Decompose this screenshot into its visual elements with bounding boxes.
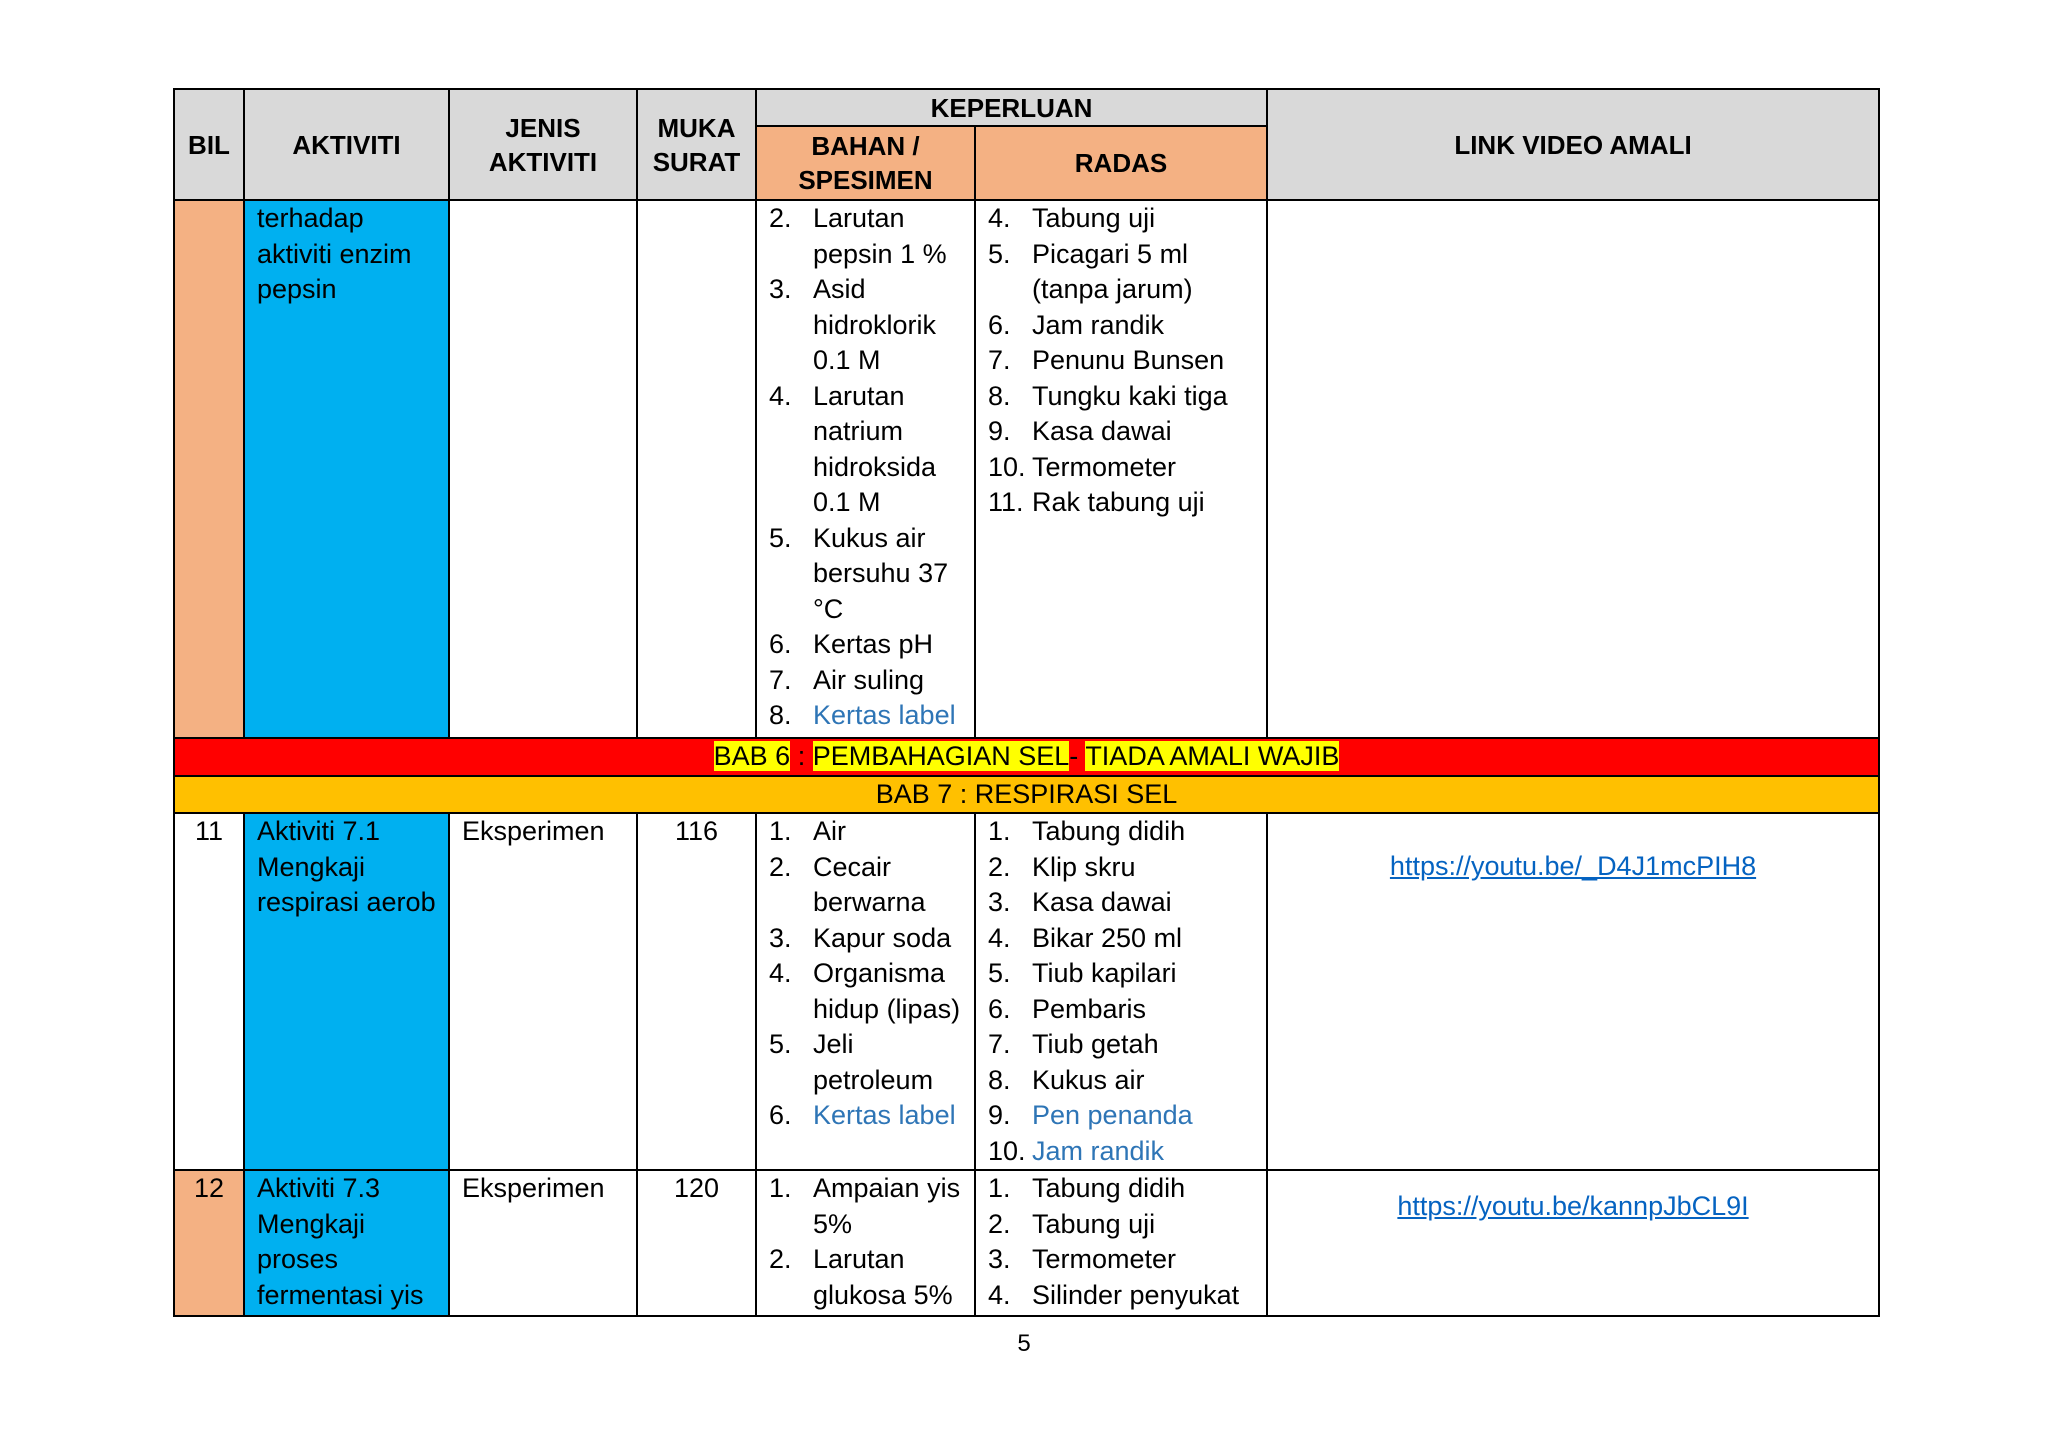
list-item: 10. Jam randik — [988, 1135, 1165, 1166]
link-cell — [1267, 1170, 1879, 1316]
header-muka-surat: MUKA SURAT — [637, 89, 756, 200]
list-item: 5. Kukus air bersuhu 37 °C — [769, 522, 949, 624]
list-item: 1. Ampaian yis 5% — [769, 1173, 961, 1239]
muka-cell: 116 — [637, 813, 756, 1170]
video-link[interactable]: https://youtu.be/kannpJbCL9I — [1397, 1191, 1749, 1221]
aktiviti-cell: Aktiviti 7.1 Mengkaji respirasi aerob — [244, 813, 449, 1170]
list-item: 2. Larutan glukosa 5% — [769, 1244, 953, 1310]
list-item: 5. Tiub kapilari — [988, 958, 1177, 988]
muka-cell: 120 — [637, 1170, 756, 1316]
list-item: 1. Tabung didih — [988, 816, 1186, 846]
list-item: 4. Bikar 250 ml — [988, 922, 1183, 953]
video-link[interactable]: https://youtu.be/_D4J1mcPIH8 — [1389, 851, 1757, 881]
bahan-cell — [756, 1170, 975, 1316]
bab6-title: PEMBAHAGIAN SEL — [812, 741, 1070, 771]
list-item: 1. Tabung didih — [988, 1173, 1186, 1203]
list-item: 6. Pembaris — [988, 993, 1147, 1024]
link-cell — [1267, 200, 1879, 738]
list-item: 8. Tungku kaki tiga — [988, 380, 1228, 411]
bil-cell: 11 — [174, 813, 244, 1170]
radas-cell — [975, 813, 1267, 1170]
aktiviti-cell: Aktiviti 7.3 Mengkaji proses fermentasi yis — [244, 1170, 449, 1316]
list-item: 4. Silinder penyukat — [988, 1279, 1240, 1310]
list-item: 4. Tabung uji — [988, 203, 1156, 233]
header-jenis-aktiviti: JENIS AKTIVITI — [449, 89, 637, 200]
list-item: 2. Cecair berwarna — [769, 851, 926, 917]
bil-cell — [174, 200, 244, 738]
bab7-banner-row — [174, 776, 1879, 814]
bahan-cell — [756, 813, 975, 1170]
header-aktiviti: AKTIVITI — [244, 89, 449, 200]
bab6-label: BAB 6 — [713, 741, 791, 771]
header-keperluan: KEPERLUAN — [756, 89, 1267, 126]
list-item: 6. Kertas label — [769, 1100, 956, 1130]
list-item: 2. Larutan pepsin 1 % — [769, 203, 947, 269]
list-item: 8. Kertas label — [769, 700, 956, 730]
list-item: 11. Rak tabung uji — [988, 487, 1205, 517]
header-bil: BIL — [174, 89, 244, 200]
aktiviti-cell: terhadap aktiviti enzim pepsin — [244, 200, 449, 738]
bab6-banner-row — [174, 738, 1879, 776]
header-row-1 — [174, 89, 1879, 126]
list-item: 3. Kapur soda — [769, 922, 952, 953]
bab7-banner: BAB 7 : RESPIRASI SEL — [174, 776, 1879, 814]
list-item: 2. Tabung uji — [988, 1208, 1156, 1239]
list-item: 9. Pen penanda — [988, 1100, 1193, 1130]
list-item: 3. Termometer — [988, 1244, 1177, 1274]
list-item: 10. Termometer — [988, 451, 1177, 482]
table-row-11 — [174, 813, 1879, 1170]
bahan-cell — [756, 200, 975, 738]
list-item: 2. Klip skru — [988, 851, 1136, 882]
list-item: 7. Air suling — [769, 664, 925, 695]
list-item: 4. Larutan natrium hidroksida 0.1 M — [769, 380, 937, 517]
muka-cell — [637, 200, 756, 738]
list-item: 9. Kasa dawai — [988, 416, 1172, 446]
list-item: 6. Kertas pH — [769, 629, 934, 659]
bab6-separator: : — [790, 741, 813, 771]
jenis-cell — [449, 200, 637, 738]
bab6-dash: - — [1069, 741, 1086, 771]
list-item: 3. Asid hidroklorik 0.1 M — [769, 274, 937, 375]
list-item: 3. Kasa dawai — [988, 887, 1172, 917]
list-item: 4. Organisma hidup (lipas) — [769, 958, 961, 1024]
header-bahan-spesimen: BAHAN / SPESIMEN — [756, 126, 975, 200]
jenis-cell: Eksperimen — [449, 813, 637, 1170]
page-number: 5 — [1017, 1330, 1031, 1357]
table-row-12 — [174, 1170, 1879, 1316]
bab6-note: TIADA AMALI WAJIB — [1085, 741, 1340, 771]
header-link-video: LINK VIDEO AMALI — [1267, 89, 1879, 200]
list-item: 7. Tiub getah — [988, 1029, 1159, 1059]
list-item: 1. Air — [769, 816, 846, 846]
list-item: 5. Jeli petroleum — [769, 1029, 934, 1095]
bil-cell: 12 — [174, 1170, 244, 1316]
list-item: 8. Kukus air — [988, 1064, 1145, 1095]
list-item: 5. Picagari 5 ml (tanpa jarum) — [988, 238, 1193, 304]
link-cell — [1267, 813, 1879, 1170]
radas-cell — [975, 1170, 1267, 1316]
header-radas: RADAS — [975, 126, 1267, 200]
amali-table — [173, 88, 1880, 1317]
radas-cell — [975, 200, 1267, 738]
list-item: 7. Penunu Bunsen — [988, 345, 1225, 375]
list-item: 6. Jam randik — [988, 309, 1165, 340]
table-row-continued — [174, 200, 1879, 738]
jenis-cell: Eksperimen — [449, 1170, 637, 1316]
bab6-banner — [174, 738, 1879, 776]
